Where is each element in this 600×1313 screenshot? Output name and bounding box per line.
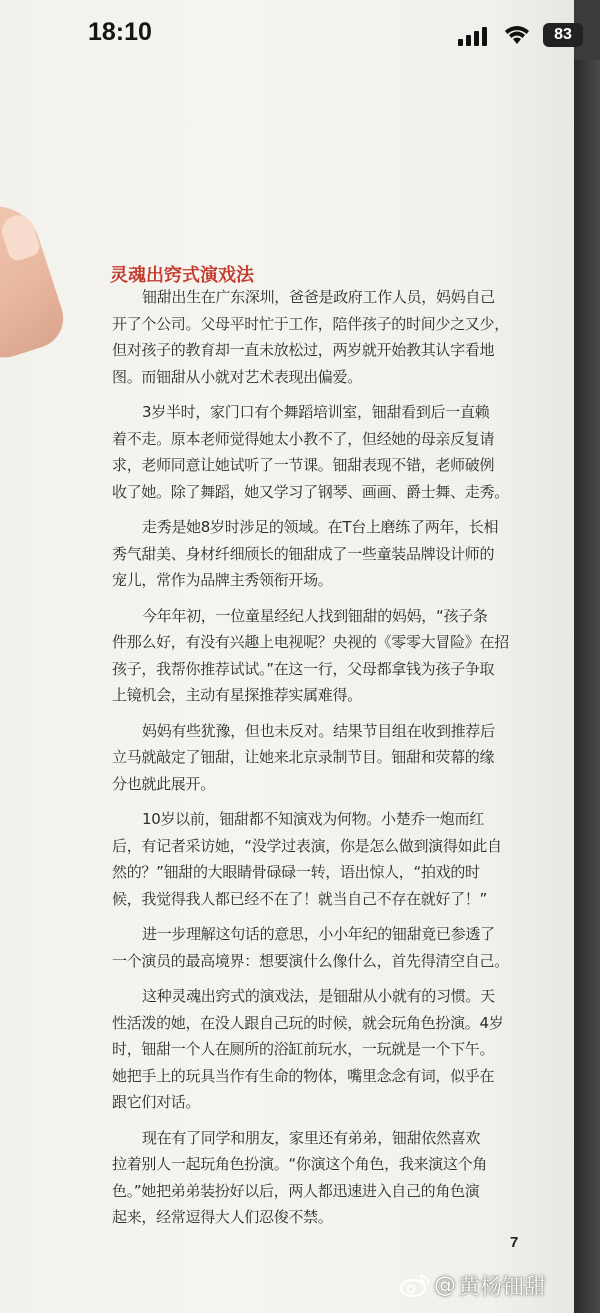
paragraph [112, 921, 532, 974]
signal-icon [458, 26, 492, 46]
text-line: 孩子，我帮你推荐试试。”在这一行，父母都拿钱为孩子争取 [112, 659, 495, 678]
weibo-watermark [398, 1268, 546, 1302]
text-line: 这种灵魂出窍式的演戏法，是钿甜从小就有的习惯。天 [142, 987, 495, 1005]
text-line: 然的？”钿甜的大眼睛骨碌碌一转，语出惊人，“拍戏的时 [112, 863, 480, 881]
text-line: 分也就此展开。 [112, 774, 215, 793]
battery-icon: 83 [543, 23, 583, 47]
paragraph [112, 284, 532, 390]
text-line: 收了她。除了舞蹈，她又学习了钢琴、画画、爵士舞、走秀。 [112, 482, 509, 501]
text-line: 色。”她把弟弟装扮好以后，两人都迅速进入自己的角色演 [112, 1181, 480, 1200]
paragraph [112, 399, 532, 505]
text-line: 后，有记者采访她，“没学过表演，你是怎么做到演得如此自 [112, 836, 502, 855]
text-line: 宠儿，常作为品牌主秀领衔开场。 [112, 571, 333, 589]
page-number: 7 [510, 1234, 519, 1251]
text-line: 时，钿甜一个人在厕所的浴缸前玩水，一玩就是一个下午。 [112, 1040, 495, 1058]
text-line: 秀气甜美、身材纤细颀长的钿甜成了一些童装品牌设计师的 [112, 544, 495, 563]
text-line: 但对孩子的教育却一直未放松过，两岁就开始教其认字看地 [112, 341, 495, 359]
watermark-username: 黄杨钿甜 [458, 1274, 547, 1300]
text-line: 求，老师同意让她试听了一节课。钿甜表现不错，老师破例 [112, 456, 495, 474]
text-line: 候，我觉得我人都已经不在了！就当自己不存在就好了！” [112, 889, 487, 908]
paragraph [112, 1125, 532, 1231]
text-line: 开了个公司。父母平时忙于工作，陪伴孩子的时间少之又少， [112, 314, 509, 333]
paragraph [112, 718, 532, 798]
text-line: 进一步理解这句话的意思，小小年纪的钿甜竟已参透了 [142, 925, 495, 943]
text-line: 立马就敲定了钿甜，让她来北京录制节目。钿甜和荧幕的缘 [112, 748, 495, 766]
text-line: 件那么好，有没有兴趣上电视呢？央视的《零零大冒险》在招 [112, 633, 509, 651]
text-line: 上镜机会，主动有星探推荐实属难得。 [112, 686, 362, 704]
text-line: 现在有了同学和朋友，家里还有弟弟，钿甜依然喜欢 [142, 1128, 481, 1147]
status-bar [0, 0, 600, 70]
text-line: 走秀是她8岁时涉足的领域。在T台上磨练了两年，长相 [142, 518, 499, 536]
at-sign: @ [434, 1272, 456, 1298]
text-line: 10岁以前，钿甜都不知演戏为何物。小楚乔一炮而红 [142, 810, 484, 828]
paragraph [112, 983, 532, 1116]
background-edge [574, 60, 600, 1313]
wifi-icon [503, 22, 531, 46]
text-line: 钿甜出生在广东深圳，爸爸是政府工作人员，妈妈自己 [142, 288, 495, 306]
text-line: 跟它们对话。 [112, 1093, 201, 1111]
text-line: 今年年初，一位童星经纪人找到钿甜的妈妈，“孩子条 [142, 606, 488, 625]
article-body [112, 284, 532, 1231]
text-line: 3岁半时，家门口有个舞蹈培训室，钿甜看到后一直赖 [142, 403, 490, 421]
text-line: 图。而钿甜从小就对艺术表现出偏爱。 [112, 367, 362, 386]
text-line: 起来，经常逗得大人们忍俊不禁。 [112, 1208, 333, 1226]
paragraph [112, 603, 532, 709]
weibo-logo-icon [398, 1271, 432, 1299]
status-time: 18:10 [88, 18, 152, 46]
text-line: 性活泼的她，在没人跟自己玩的时候，就会玩角色扮演。4岁 [112, 1013, 504, 1032]
paragraph [112, 514, 532, 594]
text-line: 拉着别人一起玩角色扮演。“你演这个角色，我来演这个角 [112, 1155, 487, 1173]
paragraph [112, 806, 532, 912]
text-line: 着不走。原本老师觉得她太小教不了，但经她的母亲反复请 [112, 429, 495, 448]
article-heading: 灵魂出窍式演戏法 [110, 265, 254, 286]
text-line: 妈妈有些犹豫，但也未反对。结果节目组在收到推荐后 [142, 721, 495, 740]
text-line: 一个演员的最高境界：想要演什么像什么，首先得清空自己。 [112, 951, 509, 970]
text-line: 她把手上的玩具当作有生命的物体，嘴里念念有词，似乎在 [112, 1066, 495, 1085]
